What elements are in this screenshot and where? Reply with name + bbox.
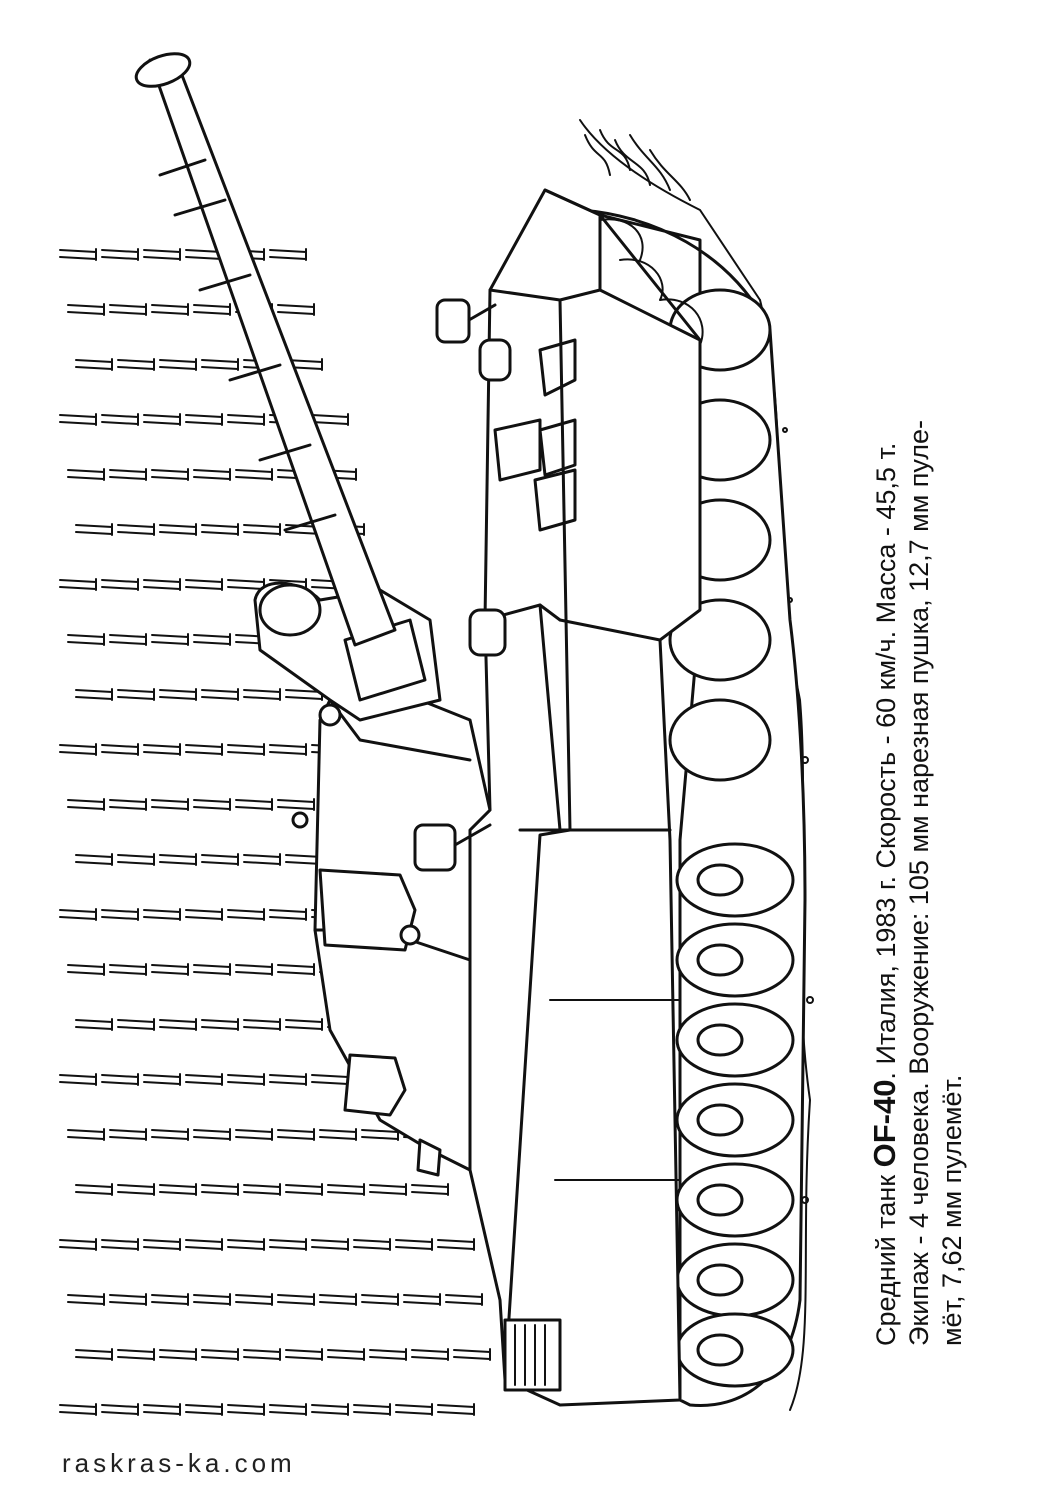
reed-stalk-icon [362,1129,398,1140]
reed-stalk-icon [102,1404,138,1415]
reed-stalk-icon [60,249,96,260]
reed-stalk-icon [68,304,104,315]
reed-stalk-icon [118,1184,154,1195]
reed-stalk-icon [118,1349,154,1360]
reed-stalk-icon [102,579,138,590]
reed-stalk-icon [236,799,272,810]
reed-stalk-icon [76,1349,112,1360]
reed-stalk-icon [186,1074,222,1085]
reed-stalk-icon [228,579,264,590]
reed-stalk-icon [76,689,112,700]
reed-stalk-icon [76,359,112,370]
reed-stalk-icon [270,909,306,920]
reed-stalk-icon [186,414,222,425]
reed-stalk-icon [110,799,146,810]
reed-stalk-icon [160,1019,196,1030]
reed-stalk-icon [194,1294,230,1305]
reed-stalk-icon [202,689,238,700]
road-wheel-icon [677,1244,793,1316]
reed-stalk-icon [152,634,188,645]
reed-stalk-icon [354,1404,390,1415]
reed-stalk-icon [118,359,154,370]
reed-stalk-icon [144,579,180,590]
reed-stalk-icon [110,304,146,315]
reed-stalk-icon [68,1129,104,1140]
reed-stalk-icon [244,1019,280,1030]
reed-stalk-icon [102,414,138,425]
reed-stalk-icon [160,854,196,865]
reed-stalk-icon [312,1404,348,1415]
reed-stalk-icon [370,1349,406,1360]
reed-stalk-icon [244,524,280,535]
reed-stalk-icon [202,1184,238,1195]
reed-stalk-icon [312,414,348,425]
reed-stalk-icon [370,1184,406,1195]
reed-stalk-icon [270,1074,306,1085]
road-wheel-icon [677,924,793,996]
reed-stalk-icon [438,1404,474,1415]
reed-stalk-icon [244,854,280,865]
reed-stalk-icon [412,1184,448,1195]
reed-stalk-icon [236,1294,272,1305]
reed-stalk-icon [278,304,314,315]
reed-stalk-icon [404,1294,440,1305]
reed-stalk-icon [194,799,230,810]
reed-stalk-icon [278,799,314,810]
reed-stalk-icon [186,579,222,590]
reed-stalk-icon [228,909,264,920]
reed-stalk-icon [236,964,272,975]
reed-stalk-icon [118,1019,154,1030]
reed-stalk-icon [328,1184,364,1195]
reed-stalk-icon [102,1239,138,1250]
reed-stalk-icon [286,1184,322,1195]
reed-stalk-icon [286,1349,322,1360]
reed-stalk-icon [144,1239,180,1250]
reed-stalk-icon [270,249,306,260]
reed-stalk-icon [320,1129,356,1140]
reed-stalk-icon [76,1184,112,1195]
reed-stalk-icon [118,854,154,865]
reed-stalk-icon [68,799,104,810]
reed-stalk-icon [152,964,188,975]
road-wheel-icon [677,844,793,916]
road-wheel-icon [677,1084,793,1156]
reed-stalk-icon [228,1239,264,1250]
reed-stalk-icon [312,1239,348,1250]
road-wheel-icon [677,1004,793,1076]
reed-stalk-icon [110,964,146,975]
reed-stalk-icon [202,854,238,865]
reed-stalk-icon [60,414,96,425]
reed-stalk-icon [244,1184,280,1195]
reed-stalk-icon [110,1129,146,1140]
reed-stalk-icon [202,1349,238,1360]
reed-stalk-icon [110,1294,146,1305]
reed-stalk-icon [228,744,264,755]
reed-stalk-icon [236,469,272,480]
reed-stalk-icon [270,1404,306,1415]
reed-stalk-icon [320,1294,356,1305]
reed-stalk-icon [396,1404,432,1415]
reed-stalk-icon [438,1239,474,1250]
reed-stalk-icon [76,1019,112,1030]
road-wheel-icon [677,1314,793,1386]
reed-stalk-icon [76,854,112,865]
reed-stalk-icon [160,689,196,700]
reed-stalk-icon [244,1349,280,1360]
tank-caption [868,216,969,1346]
reed-stalk-icon [110,469,146,480]
reed-stalk-icon [278,1129,314,1140]
reed-stalk-icon [102,909,138,920]
reed-stalk-icon [278,1294,314,1305]
reed-stalk-icon [454,1349,490,1360]
reed-stalk-icon [160,1349,196,1360]
reed-stalk-icon [186,1239,222,1250]
reed-stalk-icon [68,634,104,645]
reed-stalk-icon [110,634,146,645]
reed-stalk-icon [144,1074,180,1085]
reed-stalk-icon [412,1349,448,1360]
reed-stalk-icon [202,524,238,535]
reed-stalk-icon [270,1239,306,1250]
reed-stalk-icon [328,1349,364,1360]
reed-stalk-icon [194,634,230,645]
reed-stalk-icon [60,1239,96,1250]
reed-stalk-icon [102,249,138,260]
reed-stalk-icon [152,799,188,810]
reed-stalk-icon [160,359,196,370]
reed-stalk-icon [396,1239,432,1250]
reed-stalk-icon [60,744,96,755]
caption-line-1: Средний танк OF-40. Италия, 1983 г. Скорость - 60 км/ч. Масса - 45,5 т. [867,442,902,1346]
road-wheel-icon [677,1164,793,1236]
reed-stalk-icon [118,524,154,535]
reed-stalk-icon [68,469,104,480]
reed-stalk-icon [152,469,188,480]
reed-stalk-icon [144,414,180,425]
reed-stalk-icon [68,1294,104,1305]
reed-stalk-icon [194,964,230,975]
reed-stalk-icon [194,469,230,480]
reed-stalk-icon [244,689,280,700]
reed-stalk-icon [152,1294,188,1305]
reed-stalk-icon [60,579,96,590]
road-wheel-icon [670,700,770,780]
reed-stalk-icon [186,1404,222,1415]
reed-stalk-icon [144,909,180,920]
reed-stalk-icon [60,909,96,920]
reed-stalk-icon [144,249,180,260]
reed-stalk-icon [278,964,314,975]
reed-stalk-icon [160,524,196,535]
reed-stalk-icon [160,1184,196,1195]
reed-stalk-icon [102,744,138,755]
reed-stalk-icon [446,1294,482,1305]
reed-stalk-icon [202,1019,238,1030]
reed-stalk-icon [202,359,238,370]
tank-model: OF-40 [867,1079,902,1168]
reed-stalk-icon [144,1404,180,1415]
reed-stalk-icon [76,524,112,535]
reed-stalk-icon [228,1404,264,1415]
reed-stalk-icon [228,1074,264,1085]
reed-stalk-icon [118,689,154,700]
reed-stalk-icon [312,1074,348,1085]
reed-stalk-icon [236,1129,272,1140]
reed-stalk-icon [194,1129,230,1140]
reed-stalk-icon [194,304,230,315]
caption-line-3: мёт, 7,62 мм пулемёт. [937,1074,967,1346]
reed-stalk-icon [152,304,188,315]
reed-stalk-icon [152,1129,188,1140]
reed-stalk-icon [362,1294,398,1305]
reed-stalk-icon [286,1019,322,1030]
caption-line-2: Экипаж - 4 человека. Вооружение: 105 мм нарезная пушка, 12,7 мм пуле- [904,419,934,1346]
reed-stalk-icon [60,1074,96,1085]
reed-stalk-icon [228,414,264,425]
site-watermark: raskras-ka.com [62,1448,296,1478]
reed-stalk-icon [186,744,222,755]
reed-stalk-icon [186,909,222,920]
reed-stalk-icon [144,744,180,755]
reed-stalk-icon [68,964,104,975]
reed-stalk-icon [270,744,306,755]
reed-stalk-icon [102,1074,138,1085]
reed-stalk-icon [60,1404,96,1415]
gun-barrel-icon [132,47,440,720]
reed-stalk-icon [354,1239,390,1250]
